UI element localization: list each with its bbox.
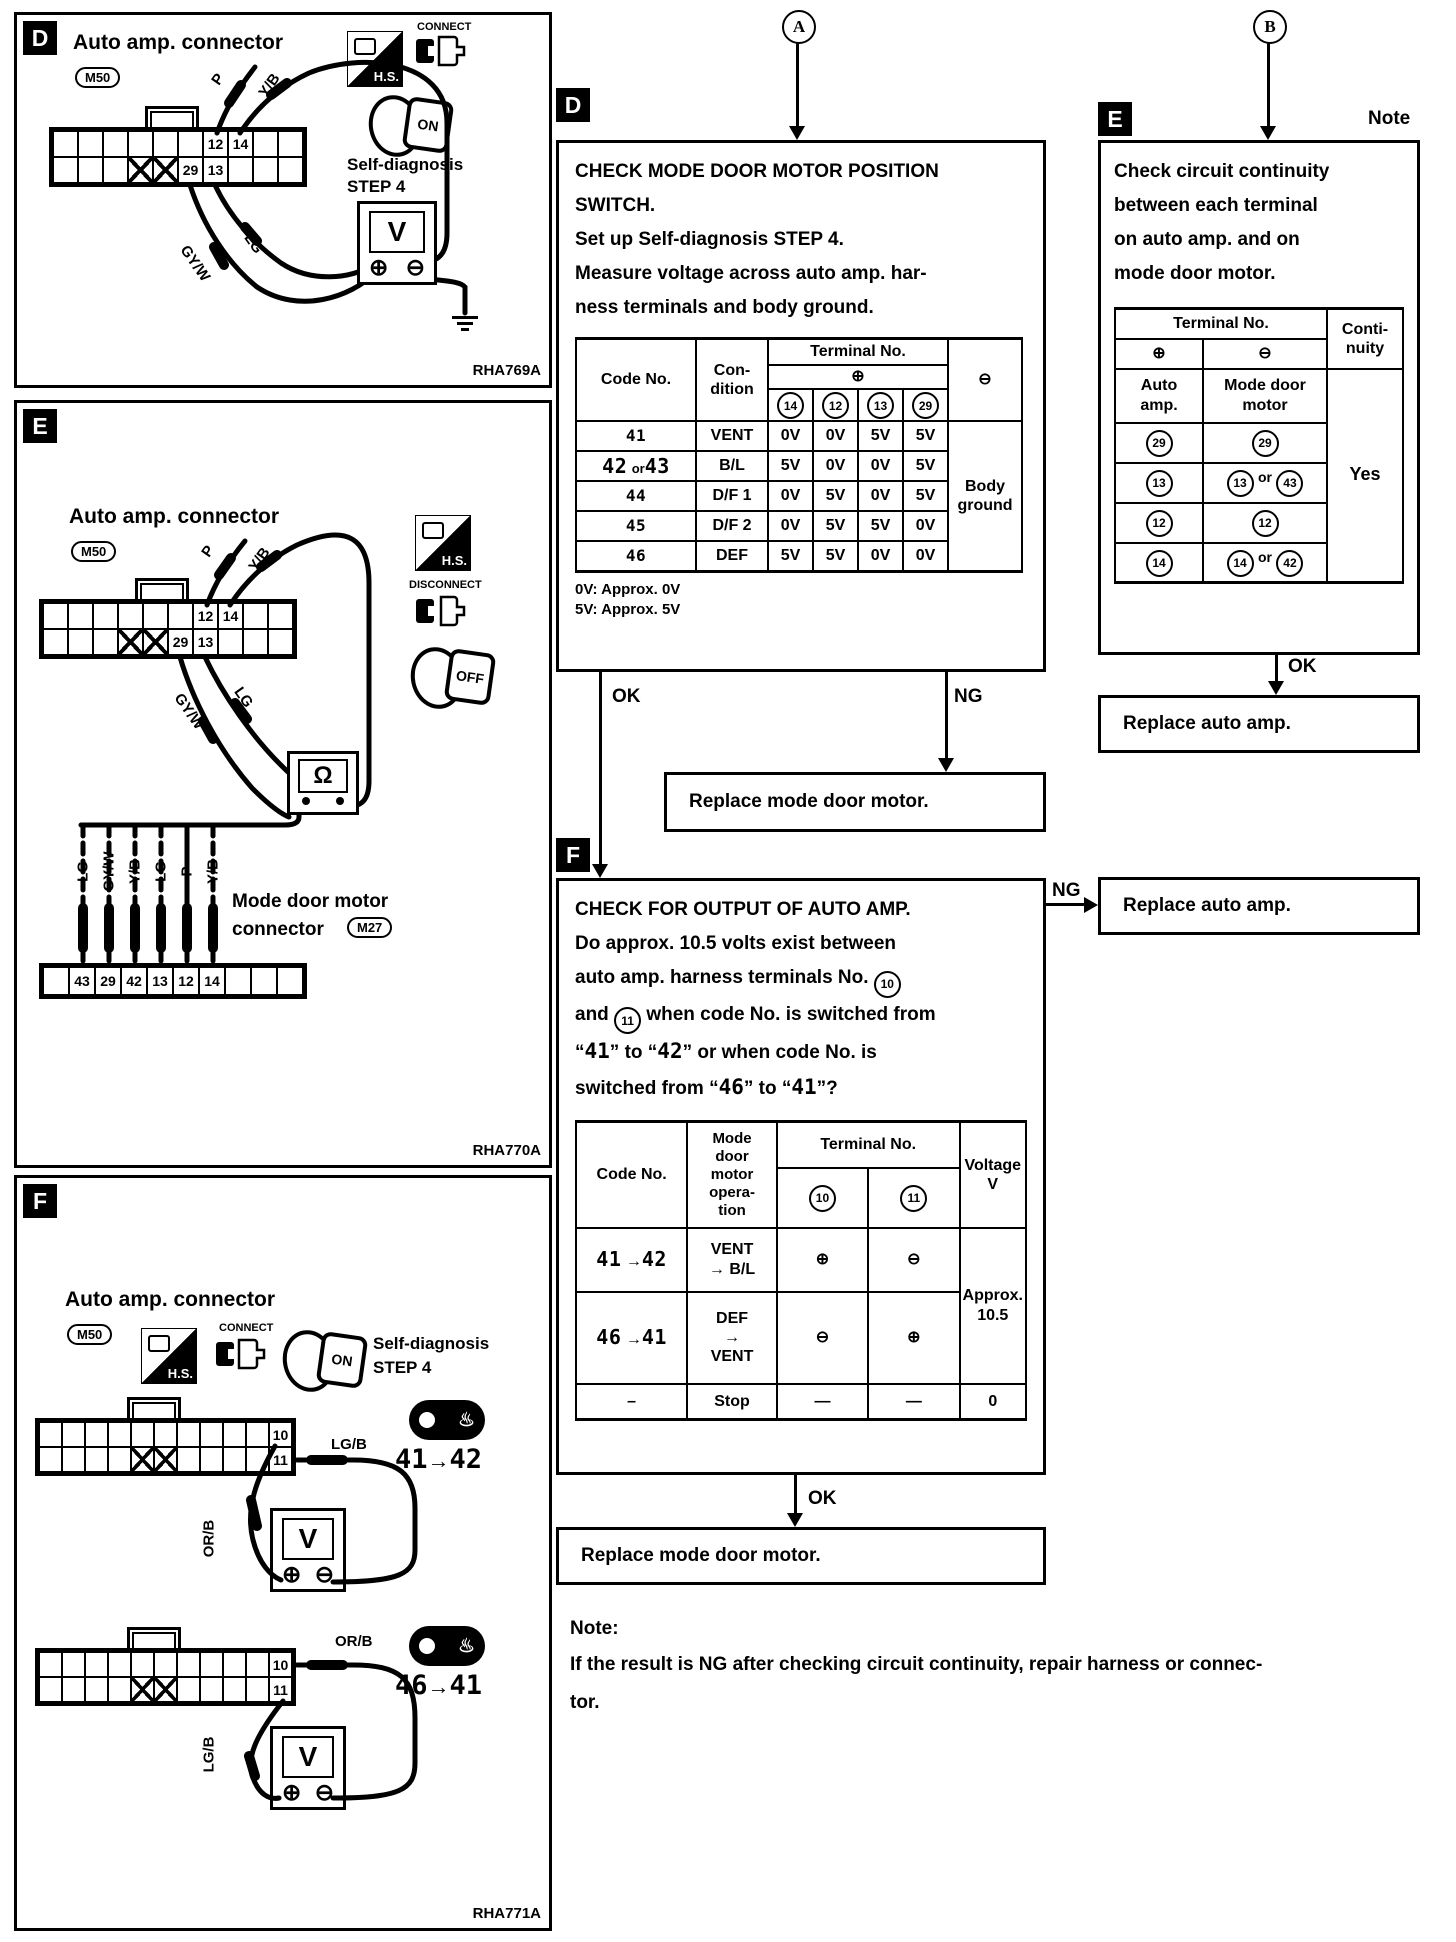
disconnect-label: DISCONNECT — [409, 579, 482, 591]
code-transition-2: 46→41 — [395, 1670, 483, 1701]
connector-marker-a: A — [782, 10, 816, 44]
flow-line-ok-e — [1275, 655, 1278, 683]
tool-glyph-icon — [148, 1335, 170, 1352]
connector-tab — [127, 1627, 181, 1648]
table-row: 46 →41 DEF → VENT ⊖ ⊕ — [576, 1292, 1026, 1384]
col-terminal-no: Terminal No. — [768, 339, 948, 365]
table-row: – Stop — — 0 — [576, 1384, 1026, 1420]
wire-label-yb: Y/B — [255, 70, 284, 101]
bus-label-lg: LG — [74, 861, 92, 882]
terminal-12: 12 — [822, 392, 849, 419]
bus-label-yb: Y/B — [126, 859, 144, 885]
action-box-replace-mode-door-motor: Replace mode door motor. — [664, 772, 1046, 832]
pin-13: 13 — [204, 158, 227, 182]
pin-12: 12 — [194, 604, 217, 628]
pin-12: 12 — [204, 132, 227, 156]
pin-29: 29 — [169, 630, 192, 654]
connector-id-badge: M50 — [71, 541, 116, 562]
auto-amp-connector-1 — [35, 1418, 296, 1476]
step-label: STEP 4 — [347, 177, 406, 196]
pin-43: 43 — [70, 968, 94, 994]
flow-e-line1: Check circuit continuity — [1114, 161, 1330, 182]
connector-tab — [145, 106, 199, 127]
plus-terminal: ⊕ — [282, 1779, 302, 1805]
plus-terminal: ⊕ — [282, 1561, 302, 1587]
voltmeter-2 — [270, 1726, 346, 1810]
voltage-table — [575, 337, 1023, 573]
flow-line-ok-f — [794, 1475, 797, 1515]
disconnect-icon — [415, 593, 467, 629]
indicator-lamp-icon — [419, 1638, 435, 1654]
figure-ref: RHA770A — [472, 1142, 541, 1159]
wire-label-lgb2: LG/B — [200, 1736, 218, 1773]
tool-glyph-icon — [354, 38, 376, 55]
ng-label-d: NG — [954, 686, 983, 707]
flow-tag-f: F — [556, 838, 590, 872]
voltmeter — [357, 201, 437, 285]
pin-42: 42 — [122, 968, 146, 994]
flow-e-line4: mode door motor. — [1114, 263, 1276, 284]
flow-box-d — [556, 140, 1046, 672]
bus-label-gyw: GY/W — [100, 851, 118, 892]
diagram-box-d — [14, 12, 552, 388]
step-label: STEP 4 — [373, 1358, 432, 1377]
mode-door-motor-label: Mode door motor — [232, 891, 389, 912]
arrowhead — [1084, 897, 1098, 913]
connector-id-badge: M50 — [67, 1324, 112, 1345]
voltmeter-1 — [270, 1508, 346, 1592]
minus-header: ⊖ — [1203, 339, 1327, 369]
note-line2: tor. — [570, 1692, 600, 1713]
auto-amp-header: Auto amp. — [1115, 369, 1203, 423]
voltmeter-display: V — [282, 1518, 334, 1560]
diagram-e-title: Auto amp. connector — [69, 505, 280, 528]
connector-id-badge: M50 — [75, 67, 120, 88]
ok-label-e: OK — [1288, 656, 1317, 677]
table-row: 44 D/F 1 0V 5V 0V 5V — [576, 481, 1022, 511]
flow-f-line4: and 11 when code No. is switched from — [575, 998, 1027, 1035]
flow-box-e — [1098, 140, 1420, 655]
col-voltage: Voltage V — [960, 1122, 1026, 1228]
mode-door-motor-label2: connector — [232, 919, 324, 940]
terminal-11: 11 — [900, 1185, 927, 1212]
table-row: 41 →42 VENT → B/L ⊕ ⊖ Approx. 10.5 — [576, 1228, 1026, 1292]
bus-label-yb2: Y/B — [204, 859, 222, 885]
note-heading: Note: — [570, 1618, 619, 1639]
table-row: 12 12 — [1115, 503, 1403, 543]
flow-f-line3: auto amp. harness terminals No. 10 — [575, 961, 1027, 998]
ok-label-d: OK — [612, 686, 641, 707]
flow-e-line2: between each terminal — [1114, 195, 1318, 216]
col-terminal-no: Terminal No. — [1115, 309, 1327, 339]
note-link: Note — [1368, 108, 1411, 129]
wire-label-yb: Y/B — [245, 544, 274, 575]
table-row: 13 13 or 43 — [1115, 463, 1403, 503]
key-on-icon — [283, 1326, 369, 1390]
flow-tag-e: E — [1098, 102, 1132, 136]
pin-14: 14 — [219, 604, 242, 628]
table-row: 45 D/F 2 0V 5V 5V 0V — [576, 511, 1022, 541]
connector-tab — [135, 578, 189, 599]
ng-label-f: NG — [1052, 880, 1081, 901]
minus-terminal: ⊖ — [405, 254, 425, 280]
wire-label-p: P — [208, 70, 228, 89]
defrost-icon: ♨ — [457, 1635, 475, 1657]
hs-icon — [347, 31, 403, 87]
pin-14: 14 — [200, 968, 224, 994]
col-continuity: Conti- nuity — [1327, 309, 1403, 369]
pin-10: 10 — [270, 1653, 291, 1676]
flow-line-ok — [599, 672, 602, 864]
flow-line — [796, 42, 799, 126]
table-row: 46 DEF 5V 5V 0V 0V — [576, 541, 1022, 571]
ok-label-f: OK — [808, 1488, 837, 1509]
terminal-29: 29 — [912, 392, 939, 419]
ohmmeter-display: Ω — [298, 759, 348, 793]
pin-14: 14 — [229, 132, 252, 156]
key-on-label: ON — [316, 1331, 369, 1389]
mode-door-motor-header: Mode door motor — [1203, 369, 1327, 423]
flow-line-ng — [945, 672, 948, 760]
ohmmeter — [287, 751, 359, 815]
flow-d-line3: Set up Self-diagnosis STEP 4. — [575, 229, 844, 250]
body-ground-cell: Body ground — [948, 421, 1022, 571]
mode-indicator-1 — [409, 1400, 485, 1440]
flow-f-line1: CHECK FOR OUTPUT OF AUTO AMP. — [575, 899, 911, 920]
figure-ref: RHA769A — [472, 362, 541, 379]
plus-terminal: ⊕ — [369, 254, 389, 280]
flow-line — [1267, 42, 1270, 126]
key-on-icon — [369, 91, 455, 155]
terminal-10: 10 — [874, 971, 901, 998]
auto-amp-connector-2 — [35, 1648, 296, 1706]
footnote-0v: 0V: Approx. 0V — [575, 580, 681, 598]
section-tag-d: D — [23, 21, 57, 55]
arrowhead — [787, 1513, 803, 1527]
pin-11: 11 — [270, 1448, 291, 1471]
flow-f-line5: “41” to “42” or when code No. is — [575, 1039, 877, 1063]
table-row: 14 14 or 42 — [1115, 543, 1403, 583]
col-code-no: Code No. — [576, 339, 696, 422]
hs-label: H.S. — [373, 69, 399, 84]
hs-icon — [415, 515, 471, 571]
wire-label-gyw: GY/W — [170, 690, 208, 733]
mode-indicator-2 — [409, 1626, 485, 1666]
wire-label-lg: LG — [230, 684, 257, 711]
minus-terminal: ⊖ — [314, 1561, 334, 1587]
voltmeter-display: V — [282, 1736, 334, 1778]
pin-10: 10 — [270, 1423, 291, 1446]
arrowhead — [938, 758, 954, 772]
connect-label: CONNECT — [417, 21, 472, 33]
figure-ref: RHA771A — [472, 1905, 541, 1922]
col-condition: Con- dition — [696, 339, 768, 422]
diagram-f-title: Auto amp. connector — [65, 1288, 276, 1311]
continuity-table — [1114, 307, 1404, 584]
pin-13: 13 — [194, 630, 217, 654]
col-terminal-no: Terminal No. — [777, 1122, 960, 1168]
wire-label-lg: LG — [240, 230, 267, 257]
key-off-label: OFF — [444, 648, 497, 706]
table-row: 41 VENT 0V 0V 5V 5V Body ground — [576, 421, 1022, 451]
terminal-14: 14 — [777, 392, 804, 419]
col-code-no: Code No. — [576, 1122, 687, 1228]
flow-e-line3: on auto amp. and on — [1114, 229, 1300, 250]
connector-tab — [127, 1397, 181, 1418]
arrowhead — [592, 864, 608, 878]
bus-label-lg2: LG — [152, 861, 170, 882]
ground-icon — [451, 313, 479, 331]
wire-label-p: P — [198, 542, 218, 561]
action-box-replace-auto-amp: Replace auto amp. — [1098, 695, 1420, 753]
auto-amp-connector — [49, 127, 307, 187]
tool-glyph-icon — [422, 522, 444, 539]
action-box-replace-mode-door-motor-2: Replace mode door motor. — [556, 1527, 1046, 1585]
pin-13: 13 — [148, 968, 172, 994]
connect-icon — [415, 33, 467, 69]
section-tag-f: F — [23, 1184, 57, 1218]
voltmeter-display: V — [369, 211, 425, 253]
diagram-d-title: Auto amp. connector — [73, 31, 284, 54]
defrost-icon: ♨ — [457, 1409, 475, 1431]
flow-d-line2: SWITCH. — [575, 195, 656, 216]
connect-label: CONNECT — [219, 1322, 274, 1334]
flow-line-ng-f — [1046, 903, 1086, 906]
hs-label: H.S. — [167, 1366, 193, 1381]
flow-tag-d: D — [556, 88, 590, 122]
arrowhead — [1260, 126, 1276, 140]
wire-label-gyw: GY/W — [176, 242, 214, 285]
footnote-5v: 5V: Approx. 5V — [575, 600, 681, 618]
action-box-replace-auto-amp-2: Replace auto amp. — [1098, 877, 1420, 935]
bus-label-p: P — [178, 866, 196, 877]
flow-f-line2: Do approx. 10.5 volts exist between — [575, 933, 896, 954]
terminal-13: 13 — [867, 392, 894, 419]
terminal-11: 11 — [614, 1007, 641, 1034]
wire-label-orb: OR/B — [200, 1519, 218, 1558]
connector-marker-b: B — [1253, 10, 1287, 44]
col-operation: Mode door motor opera- tion — [687, 1122, 777, 1228]
key-on-label: ON — [402, 96, 455, 154]
key-off-icon — [411, 643, 497, 707]
flow-box-f — [556, 878, 1046, 1475]
flow-d-line1: CHECK MODE DOOR MOTOR POSITION — [575, 161, 939, 182]
pin-29: 29 — [96, 968, 120, 994]
wire-label-lgb: LG/B — [331, 1436, 367, 1453]
continuity-yes-cell: Yes — [1327, 369, 1403, 583]
self-diagnosis-label: Self-diagnosis — [373, 1334, 490, 1353]
diagram-box-e — [14, 400, 552, 1168]
hs-label: H.S. — [441, 553, 467, 568]
plus-header: ⊕ — [768, 365, 948, 389]
auto-amp-connector — [39, 599, 297, 659]
section-tag-e: E — [23, 409, 57, 443]
code-transition-1: 41→42 — [395, 1444, 483, 1475]
note-line1: If the result is NG after checking circuit continuity, repair harness or connec- — [570, 1654, 1263, 1675]
approx-cell: Approx. 10.5 — [960, 1228, 1026, 1384]
connector-id-badge-m27: M27 — [347, 917, 392, 938]
table-row: 29 29 — [1115, 423, 1403, 463]
connect-icon — [215, 1336, 267, 1372]
terminal-10: 10 — [809, 1185, 836, 1212]
pin-12: 12 — [174, 968, 198, 994]
hs-icon — [141, 1328, 197, 1384]
pin-11: 11 — [270, 1678, 291, 1701]
arrowhead — [1268, 681, 1284, 695]
mode-door-motor-connector — [39, 963, 307, 999]
flow-d-line5: ness terminals and body ground. — [575, 297, 874, 318]
indicator-lamp-icon — [419, 1412, 435, 1428]
diagram-box-f — [14, 1175, 552, 1931]
self-diagnosis-label: Self-diagnosis — [347, 155, 464, 174]
pin-29: 29 — [179, 158, 202, 182]
plus-header: ⊕ — [1115, 339, 1203, 369]
output-table — [575, 1120, 1027, 1421]
flow-f-line6: switched from “46” to “41”? — [575, 1075, 838, 1099]
col-minus: ⊖ — [948, 339, 1022, 422]
table-row: 42 or43 B/L 5V 0V 0V 5V — [576, 451, 1022, 481]
minus-terminal: ⊖ — [314, 1779, 334, 1805]
flow-d-line4: Measure voltage across auto amp. har- — [575, 263, 927, 284]
arrowhead — [789, 126, 805, 140]
wire-label-orb2: OR/B — [335, 1633, 373, 1650]
